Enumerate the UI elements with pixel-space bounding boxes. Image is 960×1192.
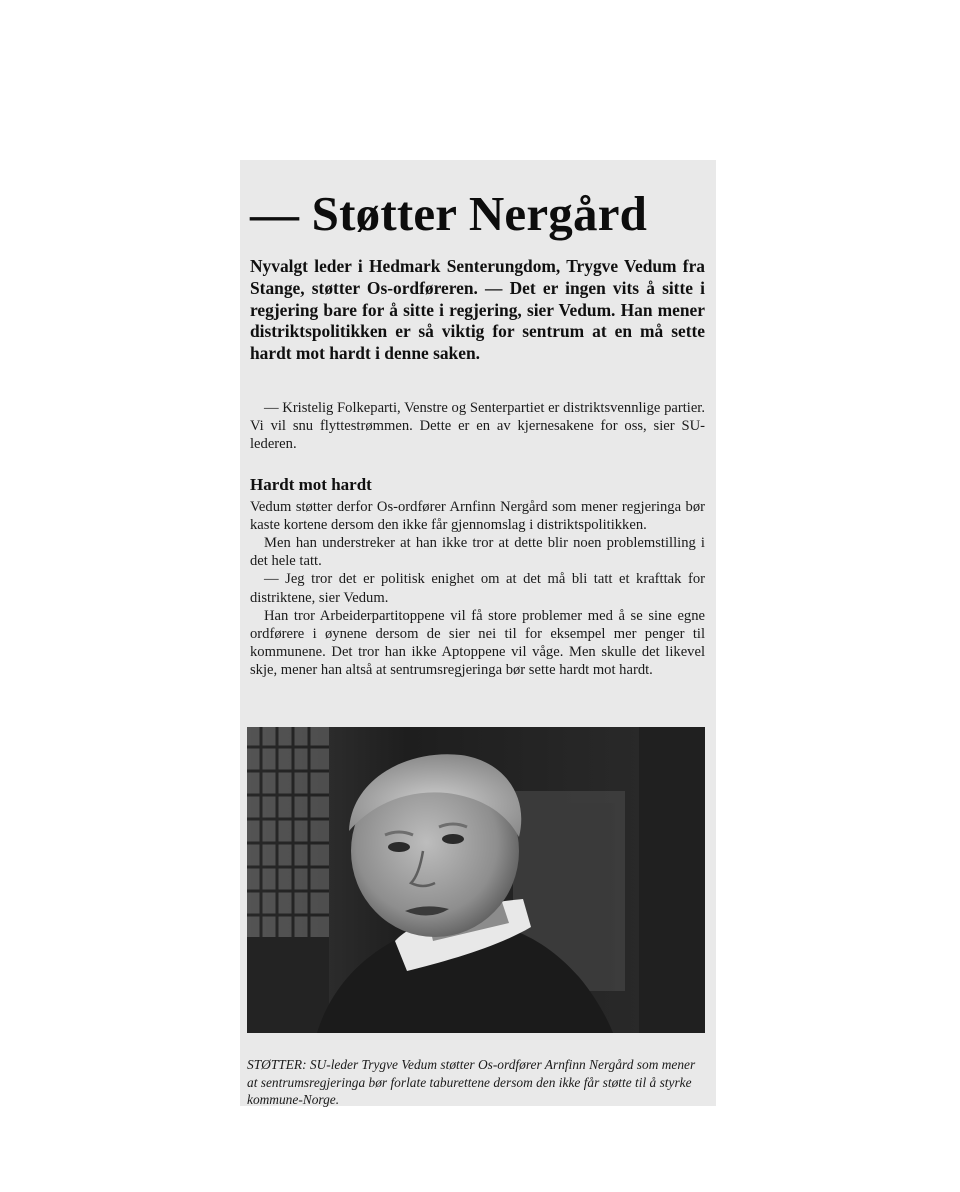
body-paragraph: — Jeg tror det er politisk enighet om at det må bli tatt et krafttak for distriktene, sier Vedum. bbox=[250, 571, 705, 606]
subheading: Hardt mot hardt bbox=[250, 474, 372, 494]
body-paragraph: Men han understreker at han ikke tror at dette blir noen problemstilling i det hele tatt. bbox=[250, 535, 705, 570]
portrait-photo bbox=[247, 727, 705, 1033]
lead-paragraph: Nyvalgt leder i Hedmark Senterungdom, Trygve Vedum fra Stange, støtter Os-ordføreren. — Det er ingen vits å sitte i regjering bare for å sitte i regjering, sier Vedum. Han mener distriktspolitikken er så viktig for sentrum at en må sette hardt mot hardt i denne saken. bbox=[250, 256, 705, 364]
newspaper-clipping bbox=[240, 160, 716, 1106]
portrait-photo-drawing bbox=[247, 727, 705, 1033]
body-paragraph: Vedum støtter derfor Os-ordfører Arnfinn Nergård som mener regjeringa bør kaste kortene dersom den ikke får gjennomslag i distriktspolitikken. bbox=[250, 498, 705, 533]
headline: — Støtter Nergård bbox=[250, 186, 648, 241]
body-paragraph: — Kristelig Folkeparti, Venstre og Senterpartiet er distriktsvennlige partier. Vi vil snu flyttestrømmen. Dette er en av kjernesakene for oss, sier SU-lederen. bbox=[250, 399, 705, 453]
body-paragraph: Han tror Arbeiderpartitoppene vil få store problemer med å se sine egne ordførere i øynene dersom de sier nei til for eksempel mer penger til kommunene. Det tror han ikke Aptoppene vil våge. Men skulle det likevel skje, mener han altså at sentrumsregjeringa bør sette hardt mot hardt. bbox=[250, 607, 705, 679]
photo-caption: STØTTER: SU-leder Trygve Vedum støtter Os-ordfører Arnfinn Nergård som mener at sentrumsregjeringa bør forlate taburettene dersom den ikke får støtte til å styrke kommune-Norge. bbox=[247, 1057, 696, 1108]
